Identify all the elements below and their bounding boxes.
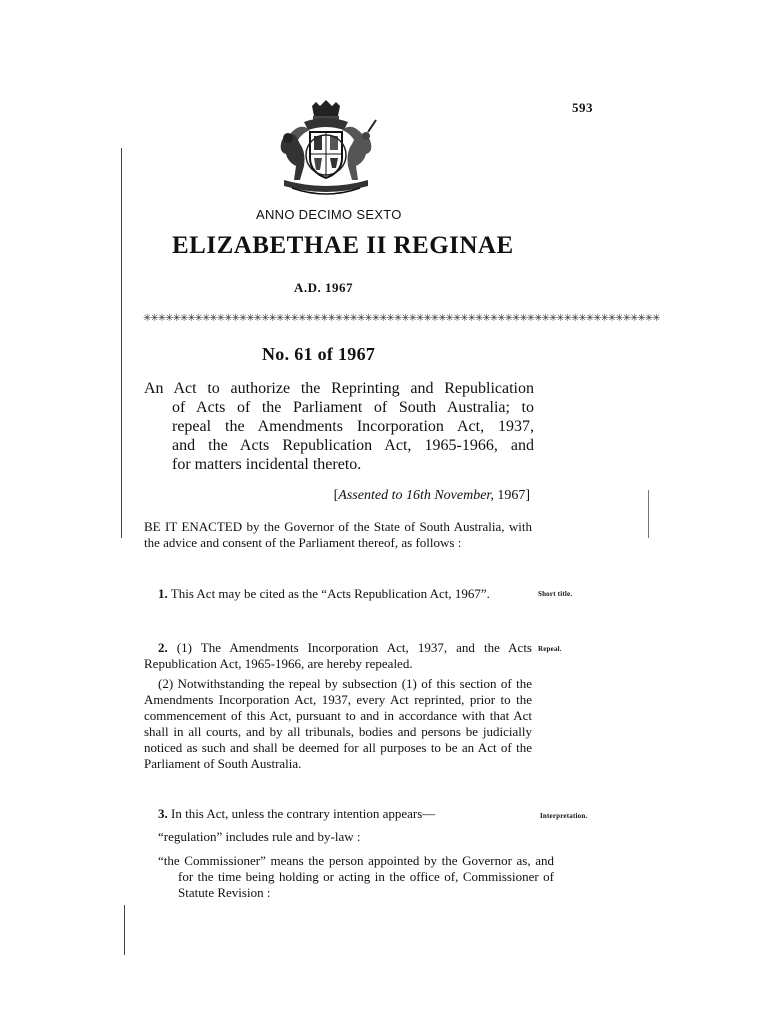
ornamental-divider: ✳✳✳✳✳✳✳✳✳✳✳✳✳✳✳✳✳✳✳✳✳✳✳✳✳✳✳✳✳✳✳✳✳✳✳✳✳✳✳✳✳✳✳✳✳✳✳✳✳✳✳✳✳✳✳✳✳✳✳✳✳✳✳✳✳✳✳✳✳✳ bbox=[143, 313, 660, 324]
section-number: 1. bbox=[158, 586, 168, 601]
long-title-line: An Act to authorize the Reprinting and Republication bbox=[144, 380, 534, 397]
long-title-line: and the Acts Republication Act, 1965-1966, and bbox=[172, 437, 534, 454]
assent-date: [Assented to 16th November, 1967] bbox=[333, 488, 530, 503]
scan-margin-line bbox=[121, 148, 122, 538]
long-title-line: for matters incidental thereto. bbox=[172, 456, 362, 473]
page-number: 593 bbox=[572, 100, 593, 115]
enacting-formula: BE IT ENACTED by the Governor of the State of South Australia, with the advice and consent of the Parliament thereof, as follows : bbox=[144, 519, 532, 550]
section-2 bbox=[144, 640, 532, 772]
regnal-title: ELIZABETHAE II REGINAE bbox=[172, 232, 514, 259]
assent-italic: Assented to 16th November, bbox=[338, 488, 494, 503]
subsection-2: (2) Notwithstanding the repeal by subsection (1) of this section of the Amendments Incorporation Act, 1937, every Act reprinted, prior to the commencement of this Act, pursuant to and in accordance with that Act shall in all courts, and by all tribunals, bodies and persons be judicially noticed as such and shall be deemed for all purposes to be an Act of the Parliament of South Australia. bbox=[144, 676, 532, 771]
section-3 bbox=[144, 806, 524, 822]
margin-note-interpretation: Interpretation. bbox=[540, 812, 588, 820]
scan-margin-line bbox=[648, 490, 649, 538]
scan-margin-line bbox=[124, 905, 125, 955]
definition-commissioner: “the Commissioner” means the person appointed by the Governor as, and for the time being holding or acting in the office of, Commissioner of Statute Revision : bbox=[158, 853, 554, 900]
long-title-line: of Acts of the Parliament of South Australia; to bbox=[172, 399, 534, 416]
long-title bbox=[144, 379, 534, 474]
section-1 bbox=[144, 586, 532, 602]
section-text: In this Act, unless the contrary intention appears— bbox=[167, 806, 436, 821]
long-title-line: repeal the Amendments Incorporation Act, 1937, bbox=[172, 418, 534, 435]
section-number: 2. bbox=[158, 640, 168, 655]
section-text: This Act may be cited as the “Acts Republication Act, 1967”. bbox=[167, 586, 490, 601]
definition-regulation: “regulation” includes rule and by-law : bbox=[158, 829, 361, 844]
margin-note-repeal: Repeal. bbox=[538, 645, 562, 653]
margin-note-short-title: Short title. bbox=[538, 590, 573, 598]
act-number: No. 61 of 1967 bbox=[262, 344, 376, 364]
section-text: (1) The Amendments Incorporation Act, 1937, and the Acts Republication Act, 1965-1966, are hereby repealed. bbox=[144, 640, 532, 671]
section-number: 3. bbox=[158, 806, 168, 821]
royal-coat-of-arms-icon bbox=[270, 100, 382, 200]
regnal-year-latin: ANNO DECIMO SEXTO bbox=[256, 207, 402, 222]
year-of-act: A.D. 1967 bbox=[294, 280, 354, 295]
